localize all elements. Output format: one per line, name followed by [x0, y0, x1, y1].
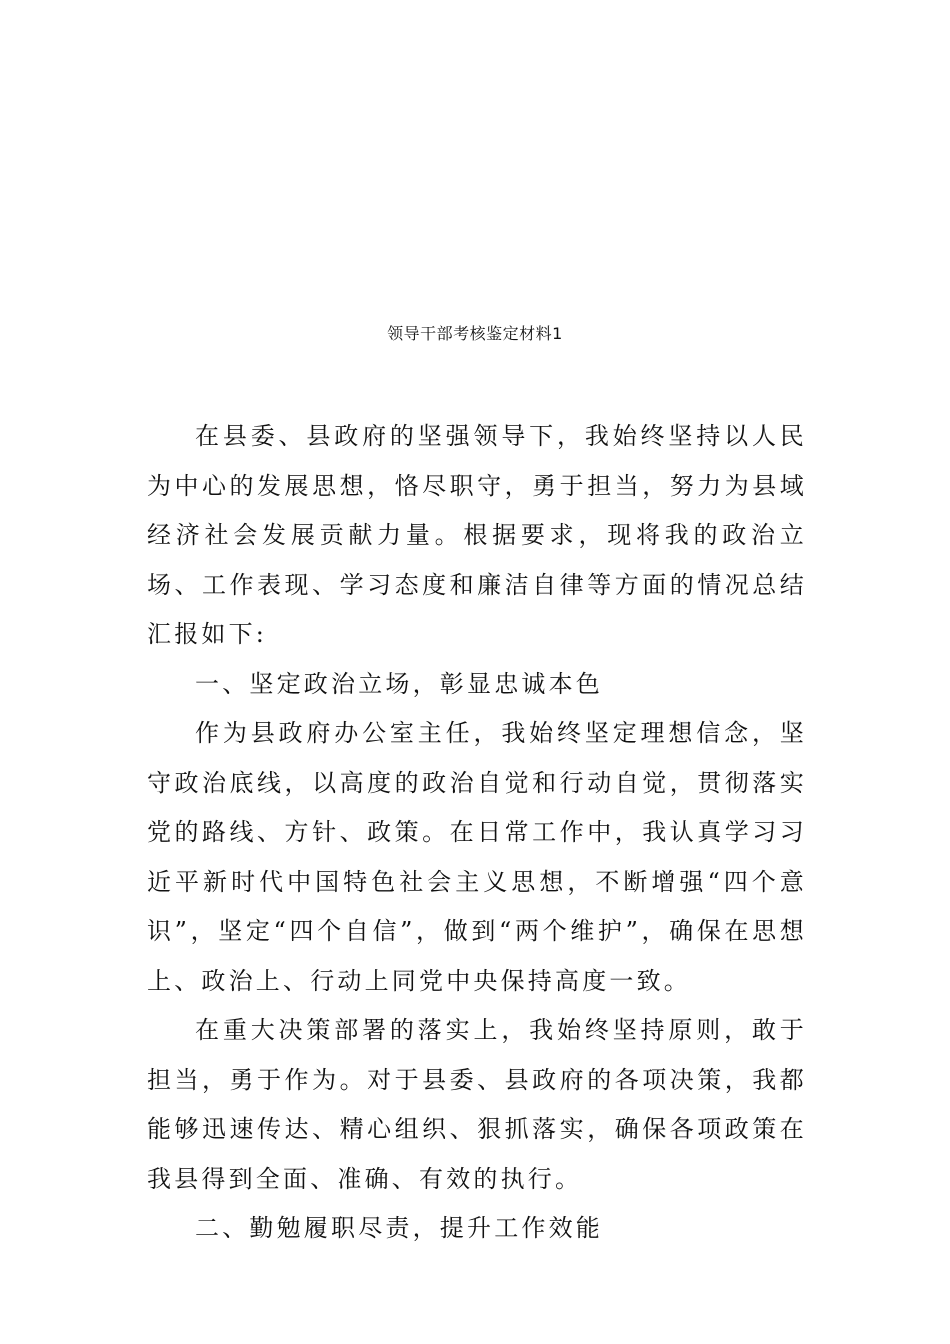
document-title: 领导干部考核鉴定材料1 [387, 324, 563, 343]
paragraph-political-stance: 作为县政府办公室主任，我始终坚定理想信念，坚守政治底线，以高度的政治自觉和行动自觉，贯彻落实党的路线、方针、政策。在日常工作中，我认真学习习近平新时代中国特色社会主义思想，不断增强“四个意识”，坚定“四个自信”，做到“两个维护”，确保在思想上、政治上、行动上同党中央保持高度一致。 [147, 719, 807, 995]
paragraph-decision-implementation: 在重大决策部署的落实上，我始终坚持原则，敢于担当，勇于作为。对于县委、县政府的各项决策，我都能够迅速传达、精心组织、狠抓落实，确保各项政策在我县得到全面、准确、有效的执行。 [147, 1016, 807, 1193]
paragraph-intro: 在县委、县政府的坚强领导下，我始终坚持以人民为中心的发展思想，恪尽职守，勇于担当，努力为县域经济社会发展贡献力量。根据要求，现将我的政治立场、工作表现、学习态度和廉洁自律等方面的情况总结汇报如下: [147, 422, 807, 648]
document-body [147, 412, 807, 1254]
section-heading-1: 一、坚定政治立场，彰显忠诚本色 [195, 669, 603, 698]
section-heading-2: 二、勤勉履职尽责，提升工作效能 [195, 1214, 603, 1242]
